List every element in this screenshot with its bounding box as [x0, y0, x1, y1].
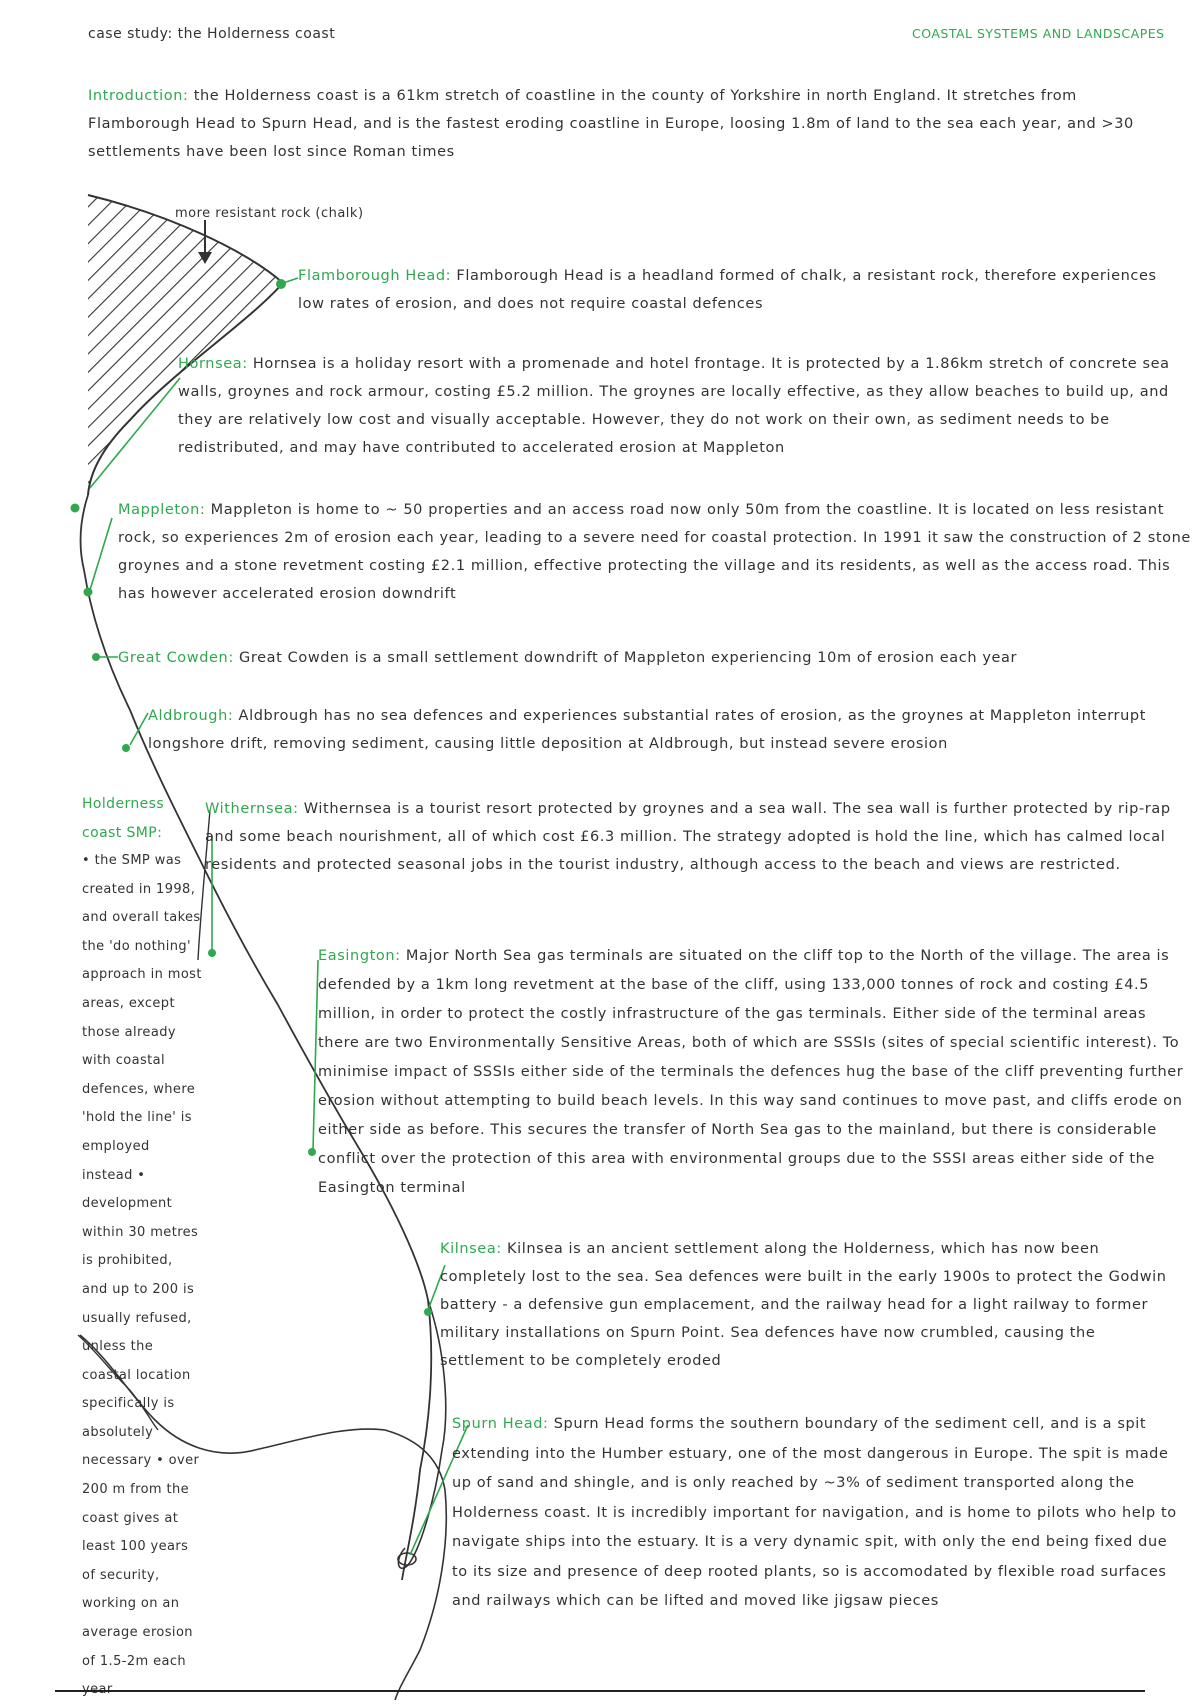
withernsea-dot [208, 949, 216, 957]
resistant-rock-label: more resistant rock (chalk) [175, 206, 364, 221]
hornsea-label: Hornsea: [178, 356, 248, 372]
introduction-label: Introduction: [88, 88, 189, 104]
hornsea-dot [71, 504, 80, 513]
aldbrough-paragraph [148, 702, 1193, 758]
mappleton-dot [84, 588, 93, 597]
smp-heading [82, 790, 200, 847]
great-cowden-dot [92, 653, 100, 661]
great-cowden-label: Great Cowden: [118, 650, 234, 666]
flamborough-text: Flamborough Head is a headland formed of chalk, a resistant rock, therefore experiences low rates of erosion, and does not require coastal defences [298, 268, 1157, 312]
smp-label-line-2: coast SMP: [82, 824, 163, 841]
aldbrough-text: Aldbrough has no sea defences and experiences substantial rates of erosion, as the groynes at Mappleton interrupt longshore drift, removing sediment, causing little deposition at Aldbrough, but instead severe erosion [148, 708, 1146, 752]
easington-paragraph [318, 942, 1190, 1203]
withernsea-paragraph [205, 795, 1185, 879]
smp-label-line-1: Holderness [82, 796, 165, 812]
easington-label: Easington: [318, 948, 401, 964]
kilnsea-label: Kilnsea: [440, 1241, 502, 1257]
kilnsea-paragraph [440, 1235, 1185, 1375]
smp-notes: • the SMP was created in 1998, and overall takes the 'do nothing' approach in most areas, except those already with coastal defences, where 'hold the line' is employed instead • development within 30 metres is prohibited, and up to 200 is usually refused, unless the coastal location specifically is absolutely necessary • over 200 m from the coast gives at least 100 years of security, working on an average erosion of 1.5-2m each [82, 853, 202, 1669]
mappleton-paragraph [118, 496, 1193, 608]
spurn-head-text: Spurn Head forms the southern boundary of the sediment cell, and is a spit extending into the Humber estuary, one of the most dangerous in Europe. The spit is made up of sand and shingle, and is only reached by ~3% of sediment transported along the Holderness coast. It is incredibly important for navigation, and is home to pilots who help to navigate ships into the estuary. It is a very dynamic spit, with only the end being fixed due to its size and presence of deep rooted plants, so is accomodated by flexible road surfaces and railways which can be lifted and moved like jigsaw pieces [452, 1416, 1177, 1609]
flamborough-dot [276, 279, 286, 289]
aldbrough-dot [122, 744, 130, 752]
aldbrough-label: Aldbrough: [148, 708, 234, 724]
withernsea-label: Withernsea: [205, 801, 299, 817]
hornsea-text: Hornsea is a holiday resort with a promenade and hotel frontage. It is protected by a 1.86km stretch of concrete sea walls, groynes and rock armour, costing £5.2 million. The groynes are locally effective, as they allow beaches to build up, and they are relatively low cost and visually acceptable. However, they do not work on their own, as sediment needs to be redistributed, and may have contributed to accelerated erosion at Mappleton [178, 356, 1170, 456]
topic-title: COASTAL SYSTEMS AND LANDSCAPES [912, 26, 1165, 41]
mappleton-text: Mappleton is home to ~ 50 properties and an access road now only 50m from the coastline. It is located on less resistant rock, so experiences 2m of erosion each year, leading to a severe need for coastal protection. In 1991 it saw the construction of 2 stone groynes and a stone revetment costing £2.1 million, effective protecting the village and its residents, as well as the access road. This has however accelerated erosion downdrift [118, 502, 1191, 602]
flamborough-label: Flamborough Head: [298, 268, 452, 284]
introduction-text: the Holderness coast is a 61km stretch of coastline in the county of Yorkshire in north England. It stretches from Flamborough Head to Spurn Head, and is the fastest eroding coastline in Europe, loosing 1.8m of land to the sea each year, and >30 settlements have been lost since Roman times [88, 88, 1134, 160]
spurn-head-paragraph [452, 1410, 1187, 1617]
spurn-head-label: Spurn Head: [452, 1416, 549, 1432]
bottom-rule [55, 1690, 1145, 1692]
easington-text: Major North Sea gas terminals are situated on the cliff top to the North of the village. The area is defended by a 1km long revetment at the base of the cliff, using 133,000 tonnes of rock and costing £4.5 million, in order to protect the costly infrastructure of the gas terminals. Either side of the terminal areas there are two Environmentally Sensitive Areas, both of which are SSSIs (sites of special scientific interest). To minimise impact of SSSIs either side of the terminals the defences hug the base of the cliff preventing further erosion without attempting to build beach levels. In this way sand continues to move past, and cliffs erode on either side as before. This secures the transfer of North Sea gas to the mainland, but there is considerable conflict over the protection of this area with environmental groups due to the SSSI areas either side of the Easington terminal [318, 948, 1184, 1196]
page-title: case study: the Holderness coast [88, 26, 336, 42]
kilnsea-dot [424, 1308, 432, 1316]
flamborough-paragraph [298, 262, 1158, 318]
great-cowden-paragraph [118, 644, 1193, 672]
mappleton-label: Mappleton: [118, 502, 206, 518]
withernsea-text: Withernsea is a tourist resort protected by groynes and a sea wall. The sea wall is further protected by rip-rap and some beach nourishment, all of which cost £6.3 million. The strategy adopted is hold the line, which has calmed local residents and protected seasonal jobs in the tourist industry, although access to the beach and views are restricted. [205, 801, 1171, 873]
mappleton-leader [90, 518, 112, 590]
kilnsea-text: Kilnsea is an ancient settlement along the Holderness, which has now been completely lost to the sea. Sea defences were built in the early 1900s to protect the Godwin battery - a defensive gun emplacement, and the railway head for a light railway to former military installations on Spurn Point. Sea defences have now crumbled, causing the settlement to be completely eroded [440, 1241, 1167, 1369]
hornsea-paragraph [178, 350, 1188, 462]
easington-dot [308, 1148, 316, 1156]
great-cowden-text: Great Cowden is a small settlement downdrift of Mappleton experiencing 10m of erosion each year [233, 650, 1018, 666]
